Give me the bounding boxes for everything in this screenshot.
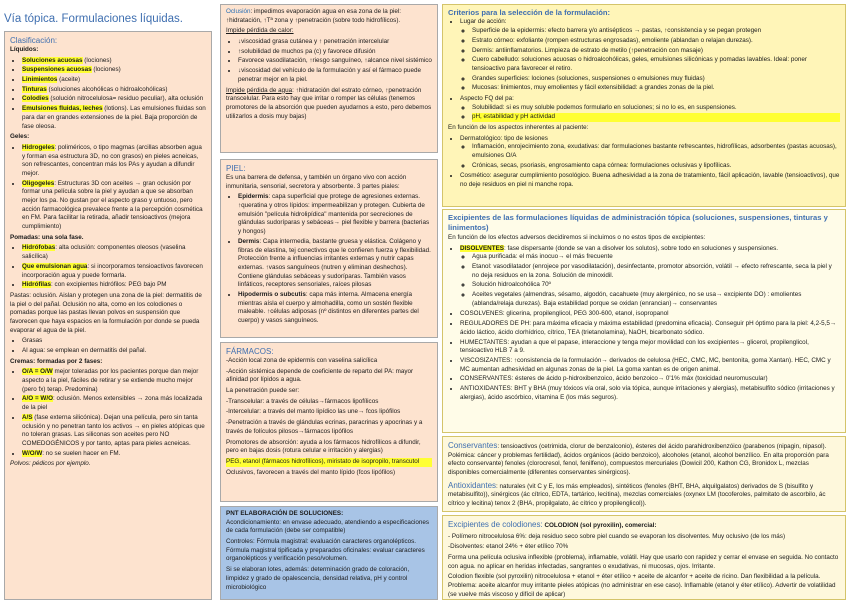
farmacos-line: -Acción local zona de epidermis con vaselina salicílica	[226, 357, 378, 365]
farmacos-panel	[220, 342, 438, 502]
cremas-label: Cremas: formadas por 2 fases:	[10, 357, 103, 365]
list-item: ◦ Crónicas, secas, psoriasis, engrosamiento capa córnea: formulaciones oclusivas y lipofílicas.	[472, 162, 840, 171]
list-item	[22, 76, 206, 85]
excipientes-panel	[442, 209, 846, 433]
conservantes-paragraph	[448, 440, 840, 478]
colodiones-line: - Polímero nitrocelulosa 6%: deja residuo seco sobre piel cuando se evaporan los disolventes. Muy oclusivo (de los más)	[448, 532, 786, 540]
list-item: • CONSERVANTES: ésteres de ácido p-hidroxibenzoico, ácido benzoico→ 0'1% máx (toxicidad neuromuscular)	[460, 375, 840, 384]
list-item: ◦ Grandes superficies: lociones (soluciones, suspensiones o emulsiones muy fluidas)	[472, 75, 840, 84]
clasificacion-panel	[4, 31, 212, 600]
item-text: : oclusión. Menos extensibles → zona más localizada de la piel	[22, 395, 203, 412]
colodiones-panel	[442, 515, 846, 600]
list-item	[22, 86, 206, 95]
funcion-label: En función de los aspectos inherentes al paciente:	[448, 124, 589, 132]
agua-paragraph	[226, 87, 432, 122]
item-text: : capa superficial que protege de agresiones externas. ↑queratina y otros lípidos: impermeabilizan y protegen. Cubierta de emulsión "película hidrolipídica" mantenida por secreciones de glándulas sudoríparas y sebáceas→ piel flexible y barrera (bacterias y hongos)	[238, 193, 430, 236]
item-text: : si incorporamos tensioactivos favorecen incorporación agua y puede formarla.	[22, 262, 203, 279]
item-term: Hipodermis o subcutis	[238, 290, 306, 298]
list-item	[238, 238, 432, 290]
item-text: : con excipientes hidrófilos: PEG bajo PM	[51, 281, 167, 289]
funcion-list	[448, 135, 840, 190]
conservantes-panel	[442, 436, 846, 512]
list-item	[22, 395, 206, 412]
farmacos-line: -Penetración a través de glándulas ecrinas, paracrinas y apocrinas y a través de folículos pilosos→fármacos lipófilos	[226, 419, 423, 435]
cremas-list	[10, 368, 206, 458]
list-item: ◦ Dermis: antiinflamatorios. Limpieza de estrato de metilo (↑penetración con masaje)	[472, 47, 840, 56]
aspecto-label: Aspecto FQ del pa:	[460, 94, 514, 102]
list-item: • ↓viscosidad grasa cutánea y ↑ penetración intercelular	[238, 38, 432, 47]
criterios-title: Criterios para la selección de la formulación:	[448, 8, 611, 17]
accion-list	[460, 27, 840, 93]
item-text: : alta oclusión: componentes oleosos (vaselina salicílica)	[22, 244, 186, 261]
list-item: • ANTIOXIDANTES: BHT y BHA (muy tóxicos vía oral, solo vía tópica, aunque irritaciones y alergias), metabisulfito sódico (irritaciones y alergias), ácido ascórbico, vitamina E (los más seguros).	[460, 385, 840, 402]
liquidos-list	[10, 57, 206, 132]
farmacos-line: PEG, etanol (fármacos hidrofílicos), miristato de isopropilo, transcutol	[226, 458, 432, 467]
item-term: Oligogeles	[22, 179, 55, 187]
list-item	[22, 105, 206, 131]
agua-text: : ↑hidratación del estrato córneo, ↑penetración transcelular. Para esto hay que irritar o romper las células (tenemos promotores de la absorción que pueden ayudarnos a esto, pero debemos utilizarlos a dosis muy bajas)	[226, 86, 432, 120]
list-item: ◦ Cuero cabelludo: soluciones acuosas o hidroalcohólicas, geles, emulsiones silicónicas y pomadas lavables. Ideal: poner tensioactivo para favorecer el retiro.	[472, 56, 840, 73]
list-item: • REGULADORES DE PH: para máxima eficacia y máxima estabilidad (predomina eficacia). Conseguir pH óptimo para la piel: 4,2-5,5→ ácido láctico, ácido clorhídrico, cítrico, TEA (trietanolamina), NaOH, bicarbonato sódico.	[460, 320, 840, 337]
list-item	[460, 135, 840, 171]
dermatologico: Dermatológico: tipo de lesiones	[460, 134, 548, 142]
elaboracion-line: Acondicionamiento: en envase adecuado, atendiendo a especificaciones de cada formulación (debe ser compatible)	[226, 518, 430, 535]
item-term: Hidrófobas	[22, 244, 56, 252]
disolventes-list	[460, 253, 840, 308]
item-term: Emulsiones fluidas, leches	[22, 105, 103, 113]
list-item	[22, 368, 206, 394]
list-item: • HUMECTANTES: ayudan a que el papase, interaccione y tenga mejor movilidad con los excipientes→ glicerol, propilenglicol, tensioactivo HLB 7 a 9.	[460, 339, 840, 356]
piel-intro: Es una barrera de defensa, y también un órgano vivo con acción inmunitaria, sensorial, secretora y absorbente. 3 partes piales:	[226, 174, 407, 190]
list-item: • Grasas	[22, 337, 206, 346]
item-text: (lociones)	[82, 56, 112, 64]
list-item	[238, 291, 432, 326]
pomadas-list	[10, 244, 206, 289]
list-item	[22, 57, 206, 66]
list-item	[22, 263, 206, 280]
colodiones-label: Excipientes de colodiones:	[448, 520, 543, 529]
item-text: : Estructuras 3D con aceites → gran oclusión por formar una película sobre la piel y ayudan a que se absorban mejor los pa. No gustan por el aspecto graso y untuoso, pero acción farmacológica prevalece frente a la percepción cosmética en FM. Para facilitar la retirada, añadir tensioactivos (mejora cumplimiento)	[22, 179, 203, 231]
list-item	[460, 245, 840, 309]
elaboracion-panel	[220, 506, 438, 600]
list-item	[238, 193, 432, 236]
item-text: (fase externa silicónica). Dejan una película, pero sin tanta oclusión y no penetran tanto los activos → en pieles atópicas que no toleran grasas. Las siliconas son aceites pero NO COMEDOGÉNICOS y por tanto, aptas para pieles acneicas.	[22, 413, 205, 447]
item-term: Colodies	[22, 95, 49, 103]
piel-panel	[220, 159, 438, 338]
geles-label: Geles:	[10, 133, 30, 141]
item-term: Tinturas	[22, 85, 47, 93]
list-item	[22, 244, 206, 261]
list-item: • Cosmético: asegurar cumplimiento posológico. Buena adhesividad a la zona de tratamiento, fácil aplicación, lavable (tensioactivos), que no deje residuos en piel ni manche ropa.	[460, 172, 840, 189]
item-term: Que emulsionan agua	[22, 262, 88, 270]
conservantes-text: : tensioactivos (cetrimida, clorur de benzalconio), ésteres del ácido parahidroxibenzóico (parabenos (nipagin, nipasol). Polémica: cáncer y problemas fertilidad), ácidos orgánicos (ácido benzoico), alcoholes (etanol, alcohol benzílico. En alta proporción para efecto conservante) fenoles (clorocresol, fenol, fenilfeno), compuestos mercuriales (Dowicil 200, Kathon CG, Bronidox L, mezclas disponibles comercialmente (diferentes conservantes sinérgicos).	[448, 443, 829, 477]
oclusion-intro	[226, 8, 432, 25]
list-item: ◦ Inflamación, enrojecimiento zona, exudativas: dar formulaciones bastante refrescantes, hidrofílicas, adsorbentes (pastas acuosas), emulsiones O/A	[472, 143, 840, 160]
colodiones-label-rest: COLODION (sol pyroxilin), comercial:	[542, 522, 657, 529]
excipientes-intro: En función de los efectos adversos decidiremos si incluimos o no estos tipos de excipientes:	[448, 233, 706, 241]
excipientes-title: Excipientes de las formulaciones líquidas de administración tópica (soluciones, suspensiones, tinturas y linimentos)	[448, 213, 828, 233]
piel-list	[226, 193, 432, 325]
item-term: Dermis	[238, 237, 260, 245]
antioxidantes-label: Antioxidantes	[448, 480, 497, 490]
conservantes-label: Conservantes	[448, 441, 498, 450]
item-text: (solución nitrocelulosa= residuo peculiar), alta oclusión	[48, 95, 204, 103]
item-text: : no se suelen hacer en FM.	[42, 449, 121, 457]
item-text: (soluciones alcohólicas o hidroalcohólicas)	[46, 85, 168, 93]
lesiones-list	[460, 143, 840, 170]
excipientes-list	[448, 245, 840, 403]
item-term: Suspensiones acuosas	[22, 66, 92, 74]
list-item: • Al agua: se emplean en dermatitis del pañal.	[22, 347, 206, 356]
liquidos-label: Líquidos:	[10, 46, 39, 54]
list-item: • VISCOSIZANTES: ↑consistencia de la formulación→ derivados de celulosa (HEC, CMC, MC, bentonita, goma Xantan). HEC, CMC y MC aumentan adhesividad en algunas zonas de la piel. La goma xantan es de origen animal.	[460, 357, 840, 374]
list-item: ◦ Agua purificada: el más inocuo→ el más frecuente	[472, 253, 840, 262]
impide-list	[226, 38, 432, 84]
list-item: ◦ Solubilidad: si es muy soluble podemos formularlo en soluciones; si no lo es, en suspensiones.	[472, 104, 840, 113]
pastas-list	[10, 337, 206, 355]
list-item	[22, 281, 206, 290]
elaboracion-line: Si se elaboran lotes, además: determinación grado de coloración, limpidez y grado de opalescencia, densidad relativa, pH y control microbiológico	[226, 566, 410, 591]
colodiones-line: Colodion flexible (sol pyroxilin) nitrocelulosa + etanol + éter etílico + aceite de alcanfor + aceite de ricino. Dan flexibilidad a la película. Problema: aceite alcanfor muy irritante pieles atópicas (no administrar en ese caso). Inflamable (etanol y éter etílico). Advertir de volatilidad (se vuelve más viscoso y difícil de aplicar)	[448, 573, 836, 598]
list-item: ◦ Estrato córneo: exfoliante (rompen estructuras engrosadas), emoliente (ablandan o relajan durezas).	[472, 37, 840, 46]
list-item: ◦ Solución hidroalcohólica 70º	[472, 281, 840, 290]
item-text: (lociones)	[91, 66, 121, 74]
item-text: : poliméricos, o tipo magmas (arcillas absorben agua y forman esa estructura 3D, no con grasos) en pieles acneicas, son refrescantes, concentran más los PAs y ayudan a difundir mejor.	[22, 143, 202, 177]
colodiones-heading	[448, 519, 840, 531]
list-item	[22, 144, 206, 179]
item-term: A/S	[22, 413, 33, 421]
item-text: (aceite)	[57, 76, 81, 84]
polvos-text: Polvos: pédicos por ejemplo.	[10, 460, 91, 468]
list-item	[22, 180, 206, 232]
list-item	[460, 18, 840, 93]
list-item	[460, 95, 840, 122]
item-term: Linimientos	[22, 76, 58, 84]
list-item: • Favorece vasodilatación, ↑riesgo sanguíneo, ↑alcance nivel sistémico	[238, 57, 432, 66]
aspecto-list	[460, 104, 840, 122]
item-text: : capa más interna. Almacena energía mientras aísla el cuerpo y almohadilla, como un sostén flexible maleable. ↑células adiposas (nº distintos en diferentes partes del cuerpo) y vasos sanguíneos.	[238, 290, 419, 325]
antioxidantes-paragraph	[448, 480, 840, 509]
oclusion-label: Oclusión	[226, 8, 251, 15]
pastas-text: Pastas: oclusión. Aislan y protegen una zona de la piel: dermatitis de la piel o del pañal. Oclusión no alta, como en los colodiones o pomadas porque las pastas llevan polvos en suspensión que favorecen que haya espacios en la formulación por donde se pueda evaporar el agua de la piel.	[10, 291, 202, 334]
disolventes-label: DISOLVENTES	[460, 244, 504, 252]
list-item	[22, 414, 206, 449]
impide-label: Impide pérdida de calor:	[226, 27, 294, 35]
farmacos-line: Oclusivos, favorecen a través del manto lípido (fcos lipófilos)	[226, 468, 396, 476]
antioxidantes-text: : naturales (vit C y E, los más empleados), sintéticos (fenoles (BHT, BHA, alquilgalatos) derivados de S (bisulfito y metabisulfito)), sinérgicos (ác cítrico, EDTA, tartárico, lecitina), mezclas comerciales (oxynex LM (tocoferoles, palmitato de ascorbilo, ác cítrico y lecitina) tenox 2 (BHA, propilgalato, ác cítrico y propilenglicol)).	[448, 482, 826, 508]
list-item: ◦ pH, estabilidad y pH actividad	[472, 113, 840, 122]
list-item	[22, 66, 206, 75]
item-text: (lotions). Las emulsiones fluidas son para dar en grandes extensiones de la piel. Baja proporción de fase oleosa.	[22, 105, 206, 130]
item-term: Epidermis	[238, 193, 269, 201]
disolventes-text: : fase dispersante (donde se van a disolver los solutos), sobre todo en soluciones y suspensiones.	[503, 244, 779, 252]
item-text: : Capa intermedia, bastante gruesa y elástica. Colágeno y fibras de elastina, tej conectivos que le confieren fuerza y flexibilidad. Protección frente a influencias irritantes externas y nutrir capas externas. ↑vasos sanguíneos (nutren y eliminan deshechos). Contiene glándulas sebáceas y sudoríparas. También vasos linfáticos, receptores sensoriales, raíces pilosas	[238, 237, 431, 289]
colodiones-line: -Disolventes: etanol 24% + éter etílico 70%	[448, 543, 569, 551]
list-item: • ↑solubilidad de muchos pa (c) y favorece difusión	[238, 48, 432, 57]
page-title: Vía tópica. Formulaciones líquidas.	[4, 13, 183, 25]
elaboracion-line: Controles: Fórmula magistral: evaluación caracteres organolépticos. Fórmula magistral tipificada y preparados oficinales: evaluar caracteres organolépticos y verificación peso/volumen.	[226, 538, 425, 563]
accion-label: Lugar de acción:	[460, 18, 507, 26]
list-item	[22, 95, 206, 104]
item-term: Hidrogeles	[22, 143, 55, 151]
item-text: mejor toleradas por los pacientes porque dan mejor aspecto a la piel, fáciles de retirar y se extiende mucho mejor (pero fx) terap. Predomina)	[22, 368, 199, 393]
geles-list	[10, 144, 206, 232]
list-item: ◦ Aceites vegetales (almendras, sésamo, algodón, cacahuete (muy alergénico, no se usa→ excipiente DO) : emolientes (ablanda/relaja durezas). Baja estabilidad porque se oxidan (enrancian)→ conservantes	[472, 291, 840, 308]
list-item: ◦ Etanol: vasodilatador (enrojece por vasodilatación), desinfectante, promotor absorción, volátil → efecto refrescante, seca la piel y no deja residuos en la zona. Solución de minoxidil.	[472, 263, 840, 280]
piel-title: PIEL:	[226, 164, 246, 173]
criterios-panel	[442, 4, 846, 207]
list-item: • COSOLVENES: glicerina, propilenglicol, PEG 300-600, etanol, isopropanol	[460, 310, 840, 319]
colodiones-line: Forma una película oclusiva inflexible (problema), inflamable, volátil. Hay que usarlo con rapidez y cerrar el envase en seguida. No contacto con agua. no aplicar en heridas infectadas, sangrantes o exudativas, ni mucosas, ojos. Irritante.	[448, 554, 839, 570]
list-item	[22, 450, 206, 459]
farmacos-line: -Intercelular: a través del manto lipídico las une→ fcos lipófilos	[226, 408, 401, 416]
oclusion-panel	[220, 4, 438, 153]
farmacos-line: -Transcelular: a través de células→fármacos lipofílicos	[226, 397, 379, 405]
criterios-main-list	[448, 18, 840, 122]
elaboracion-title: PNT ELABORACIÓN DE SOLUCIONES:	[226, 510, 344, 517]
list-item: ◦ Mucosas: linimientos, muy emolientes y fácil extensibilidad: a grandes zonas de la piel.	[472, 84, 840, 93]
item-term: O/A = O/W	[22, 368, 53, 376]
farmacos-line: La penetración puede ser:	[226, 387, 300, 395]
list-item: ◦ Superficie de la epidermis: efecto barrera y/o antisépticos → pastas, ↑consistencia y se pegan protegen	[472, 27, 840, 36]
farmacos-line: -Acción sistémica depende de coeficiente de reparto del PA: mayor afinidad por lípidos a agua.	[226, 367, 414, 384]
pomadas-label: Pomadas: una sola fase.	[10, 233, 84, 241]
clasificacion-title: Clasificación:	[10, 36, 58, 45]
item-term: A/O = W/O	[22, 395, 53, 403]
item-term: Soluciones acuosas	[22, 56, 83, 64]
farmacos-title: FÁRMACOS:	[226, 347, 274, 356]
farmacos-line: Promotores de absorción: ayuda a los fármacos hidrofílicos a difundir, pero en bajas dosis (rotura celular e irritación y alergias)	[226, 438, 421, 455]
item-term: Hidrófilas	[22, 281, 52, 289]
oclusion-text: : impedimos evaporación agua en esa zona de la piel: ↑hidratación, ↑Tª zona y ↑penetración (sobre todo hidrofílicos).	[226, 8, 402, 24]
agua-label: Impide pérdida de agua	[226, 86, 293, 94]
item-term: W/O/W	[22, 449, 43, 457]
list-item: • ↓viscosidad del vehículo de la formulación y así el fármaco puede penetrar mejor en la piel.	[238, 67, 432, 84]
